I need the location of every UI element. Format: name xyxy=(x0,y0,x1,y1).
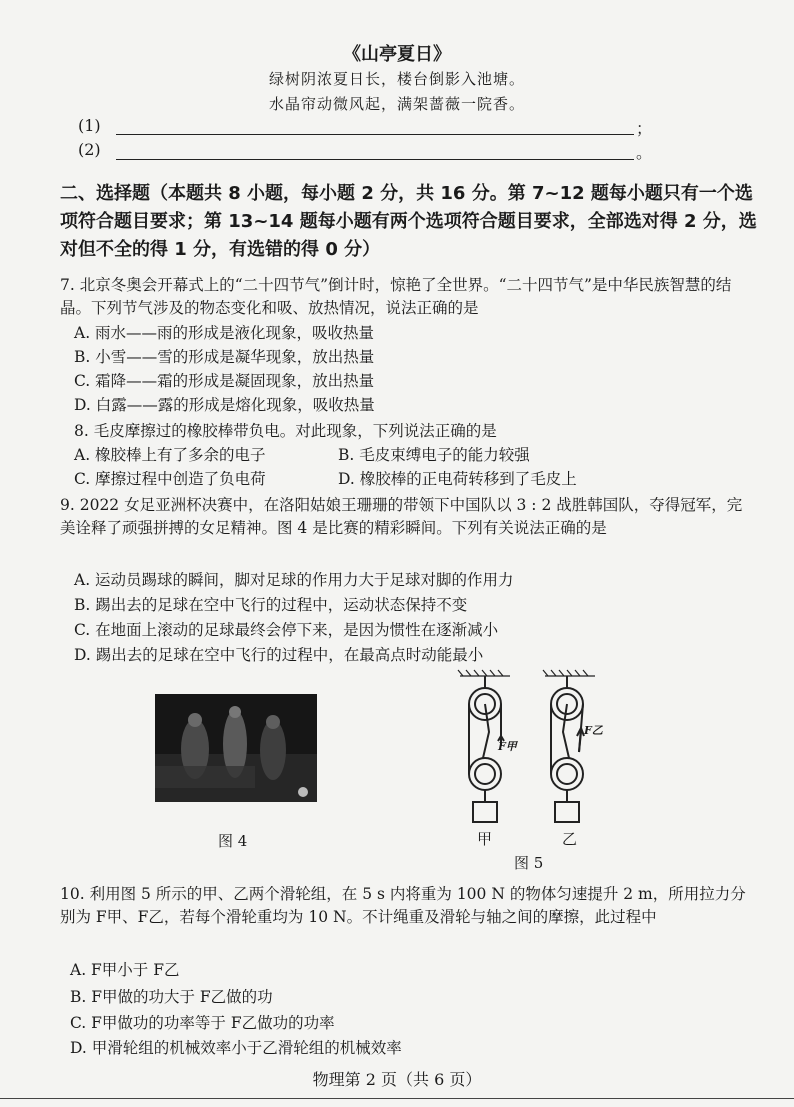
q9-option-c: C. 在地面上滚动的足球最终会停下来，是因为惯性在逐渐减小 xyxy=(74,621,499,639)
figure-5-caption: 图 5 xyxy=(514,854,544,872)
q9-option-b: B. 踢出去的足球在空中飞行的过程中，运动状态保持不变 xyxy=(74,596,468,614)
answer-blank-2[interactable] xyxy=(116,143,634,160)
poem-line-1: 绿树阴浓夏日长，楼台倒影入池塘。 xyxy=(268,70,525,88)
blank-2-end: 。 xyxy=(636,143,653,162)
q8-option-d: D. 橡胶棒的正电荷转移到了毛皮上 xyxy=(338,470,577,488)
answer-blank-1[interactable] xyxy=(116,118,634,135)
blank-1-label: (1) xyxy=(78,116,101,135)
blank-2-label: (2) xyxy=(78,140,101,159)
q7-option-d: D. 白露——露的形成是熔化现象，吸收热量 xyxy=(74,396,375,414)
q8-option-b: B. 毛皮束缚电子的能力较强 xyxy=(338,446,530,464)
q10-option-a: A. F甲小于 F乙 xyxy=(70,961,180,979)
label-f-jia: F甲 xyxy=(498,740,517,753)
poem-line-2: 水晶帘动微风起，满架蔷薇一院香。 xyxy=(268,95,525,113)
q10-option-d: D. 甲滑轮组的机械效率小于乙滑轮组的机械效率 xyxy=(70,1039,402,1057)
label-f-yi: F乙 xyxy=(584,724,603,737)
q8-stem: 8. 毛皮摩擦过的橡胶棒带负电。对此现象，下列说法正确的是 xyxy=(74,422,497,440)
figure-5-pulley-diagram xyxy=(455,668,615,838)
q8-option-a: A. 橡胶棒上有了多余的电子 xyxy=(74,446,266,464)
q7-option-b: B. 小雪——雪的形成是凝华现象，放出热量 xyxy=(74,348,375,366)
q8-option-c: C. 摩擦过程中创造了负电荷 xyxy=(74,470,266,488)
q7-option-c: C. 霜降——霜的形成是凝固现象，放出热量 xyxy=(74,372,375,390)
q10-stem: 10. 利用图 5 所示的甲、乙两个滑轮组，在 5 s 内将重为 100 N 的物体匀速提升 2 m，所用拉力分别为 F甲、F乙，若每个滑轮重均为 10 N。不计绳重及滑轮与轴之间的摩擦，此过程中 xyxy=(60,885,746,926)
section-2-heading: 二、选择题（本题共 8 小题，每小题 2 分，共 16 分。第 7~12 题每小题只有一个选项符合题目要求；第 13~14 题每小题有两个选项符合题目要求，全部选对得 2 分，选对但不全的得 1 分，有选错的得 0 分） xyxy=(60,183,757,260)
q10-option-b: B. F甲做的功大于 F乙做的功 xyxy=(70,988,273,1006)
page-footer: 物理第 2 页（共 6 页） xyxy=(312,1070,482,1089)
figure-5-yi-label: 乙 xyxy=(562,830,578,848)
q10-option-c: C. F甲做功的功率等于 F乙做功的功率 xyxy=(70,1014,335,1032)
q7-stem: 7. 北京冬奥会开幕式上的“二十四节气”倒计时，惊艳了全世界。“二十四节气”是中华民族智慧的结晶。下列节气涉及的物态变化和吸、放热情况，说法正确的是 xyxy=(60,276,732,317)
q9-stem: 9. 2022 女足亚洲杯决赛中，在洛阳姑娘王珊珊的带领下中国队以 3 : 2 战胜韩国队，夺得冠军，完美诠释了顽强拼搏的女足精神。图 4 是比赛的精彩瞬间。下列有关说法正确的是 xyxy=(60,496,743,537)
q7-option-a: A. 雨水——雨的形成是液化现象，吸收热量 xyxy=(74,324,375,342)
q9-option-d: D. 踢出去的足球在空中飞行的过程中，在最高点时动能最小 xyxy=(74,646,484,664)
figure-4-caption: 图 4 xyxy=(218,832,248,850)
q9-option-a: A. 运动员踢球的瞬间，脚对足球的作用力大于足球对脚的作用力 xyxy=(74,571,514,589)
poem-title: 《山亭夏日》 xyxy=(343,44,451,65)
figure-4-photo xyxy=(155,694,317,802)
bottom-rule xyxy=(0,1098,794,1099)
blank-1-end: ； xyxy=(636,119,653,138)
figure-5-jia-label: 甲 xyxy=(477,830,493,848)
